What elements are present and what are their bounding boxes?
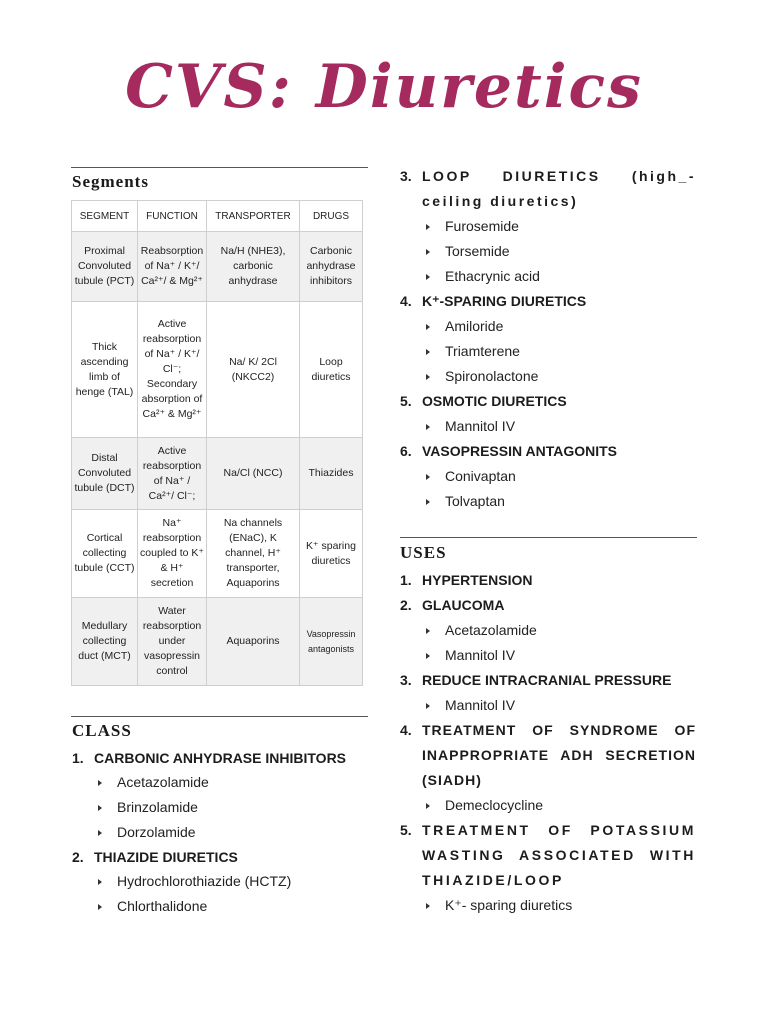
item-title: REDUCE INTRACRANIAL PRESSURE (422, 672, 672, 688)
item-title: GLAUCOMA (422, 597, 505, 613)
segments-heading: Segments (72, 172, 149, 191)
uses-list (400, 568, 696, 918)
item-title: LOOP DIURETICS (high_-ceiling diuretics) (422, 168, 696, 209)
header-segment: SEGMENT (72, 201, 138, 232)
table-row (72, 302, 363, 438)
function-cell: Reabsorption of Na⁺ / K⁺/ Ca²⁺/ & Mg²⁺ (138, 232, 207, 302)
list-item: Dorzolamide (72, 820, 368, 845)
list-item: Tolvaptan (400, 489, 696, 514)
table-header-row (72, 201, 363, 232)
transporter-cell: Aquaporins (207, 598, 300, 686)
segment-cell: Distal Convoluted tubule (DCT) (72, 438, 138, 510)
table-row (72, 232, 363, 302)
class-heading: CLASS (72, 721, 132, 740)
list-item: Mannitol IV (400, 643, 696, 668)
list-item: Furosemide (400, 214, 696, 239)
table-row (72, 438, 363, 510)
item-number: 1. (72, 750, 84, 766)
segment-cell: Proximal Convoluted tubule (PCT) (72, 232, 138, 302)
transporter-cell: Na channels (ENaC), K channel, H⁺ transporter, Aquaporins (207, 510, 300, 598)
header-transporter: TRANSPORTER (207, 201, 300, 232)
function-cell: Water reabsorption under vasopressin control (138, 598, 207, 686)
header-function: FUNCTION (138, 201, 207, 232)
class-item (72, 845, 368, 919)
class-list-left (72, 746, 368, 919)
table-row (72, 510, 363, 598)
drugs-cell: Thiazides (300, 438, 363, 510)
segments-divider (71, 167, 368, 168)
transporter-cell: Na/ K/ 2Cl (NKCC2) (207, 302, 300, 438)
list-item: Spironolactone (400, 364, 696, 389)
segment-cell: Thick ascending limb of henge (TAL) (72, 302, 138, 438)
class-item (400, 389, 696, 439)
drugs-cell: K⁺ sparing diuretics (300, 510, 363, 598)
item-number: 5. (400, 822, 412, 838)
function-cell: Active reabsorption of Na⁺ / Ca²⁺/ Cl⁻; (138, 438, 207, 510)
table-row (72, 598, 363, 686)
uses-heading: USES (400, 543, 447, 562)
item-number: 4. (400, 722, 412, 738)
uses-divider (400, 537, 697, 538)
list-item: Chlorthalidone (72, 894, 368, 919)
uses-item (400, 718, 696, 818)
uses-item (400, 818, 696, 918)
drugs-cell: Loop diuretics (300, 302, 363, 438)
class-item (400, 164, 696, 289)
list-item: Mannitol IV (400, 693, 696, 718)
list-item: Conivaptan (400, 464, 696, 489)
drugs-cell: Carbonic anhydrase inhibitors (300, 232, 363, 302)
function-cell: Na⁺ reabsorption coupled to K⁺ & H⁺ secretion (138, 510, 207, 598)
class-item (400, 289, 696, 389)
list-item: K⁺- sparing diuretics (400, 893, 696, 918)
list-item: Acetazolamide (72, 770, 368, 795)
transporter-cell: Na/H (NHE3), carbonic anhydrase (207, 232, 300, 302)
item-number: 1. (400, 572, 412, 588)
list-item: Brinzolamide (72, 795, 368, 820)
list-item: Amiloride (400, 314, 696, 339)
list-item: Hydrochlorothiazide (HCTZ) (72, 869, 368, 894)
uses-item (400, 568, 696, 593)
item-number: 5. (400, 393, 412, 409)
list-item: Acetazolamide (400, 618, 696, 643)
item-title: K⁺-SPARING DIURETICS (422, 293, 587, 309)
transporter-cell: Na/Cl (NCC) (207, 438, 300, 510)
item-title: TREATMENT OF SYNDROME OF INAPPROPRIATE ADH SECRETION (SIADH) (422, 722, 696, 788)
item-title: CARBONIC ANHYDRASE INHIBITORS (94, 750, 347, 766)
item-number: 2. (72, 849, 84, 865)
segment-cell: Medullary collecting duct (MCT) (72, 598, 138, 686)
list-item: Mannitol IV (400, 414, 696, 439)
uses-item (400, 593, 696, 668)
item-title: HYPERTENSION (422, 572, 533, 588)
item-title: THIAZIDE DIURETICS (94, 849, 238, 865)
segments-table (71, 200, 363, 686)
class-divider (71, 716, 368, 717)
item-number: 2. (400, 597, 412, 613)
function-cell: Active reabsorption of Na⁺ / K⁺/ Cl⁻; Secondary absorption of Ca²⁺ & Mg²⁺ (138, 302, 207, 438)
item-title: VASOPRESSIN ANTAGONITS (422, 443, 617, 459)
list-item: Demeclocycline (400, 793, 696, 818)
list-item: Torsemide (400, 239, 696, 264)
item-number: 3. (400, 672, 412, 688)
page-title: CVS: Diuretics (125, 52, 643, 122)
item-title: OSMOTIC DIURETICS (422, 393, 567, 409)
item-title: TREATMENT OF POTASSIUM WASTING ASSOCIATED WITH THIAZIDE/LOOP (422, 822, 696, 888)
list-item: Triamterene (400, 339, 696, 364)
class-item (72, 746, 368, 845)
segment-cell: Cortical collecting tubule (CCT) (72, 510, 138, 598)
item-number: 6. (400, 443, 412, 459)
item-number: 4. (400, 293, 412, 309)
class-item (400, 439, 696, 514)
item-number: 3. (400, 168, 412, 184)
uses-item (400, 668, 696, 718)
class-list-right (400, 164, 696, 514)
list-item: Ethacrynic acid (400, 264, 696, 289)
header-drugs: DRUGS (300, 201, 363, 232)
drugs-cell: Vasopressin antagonists (300, 598, 363, 686)
